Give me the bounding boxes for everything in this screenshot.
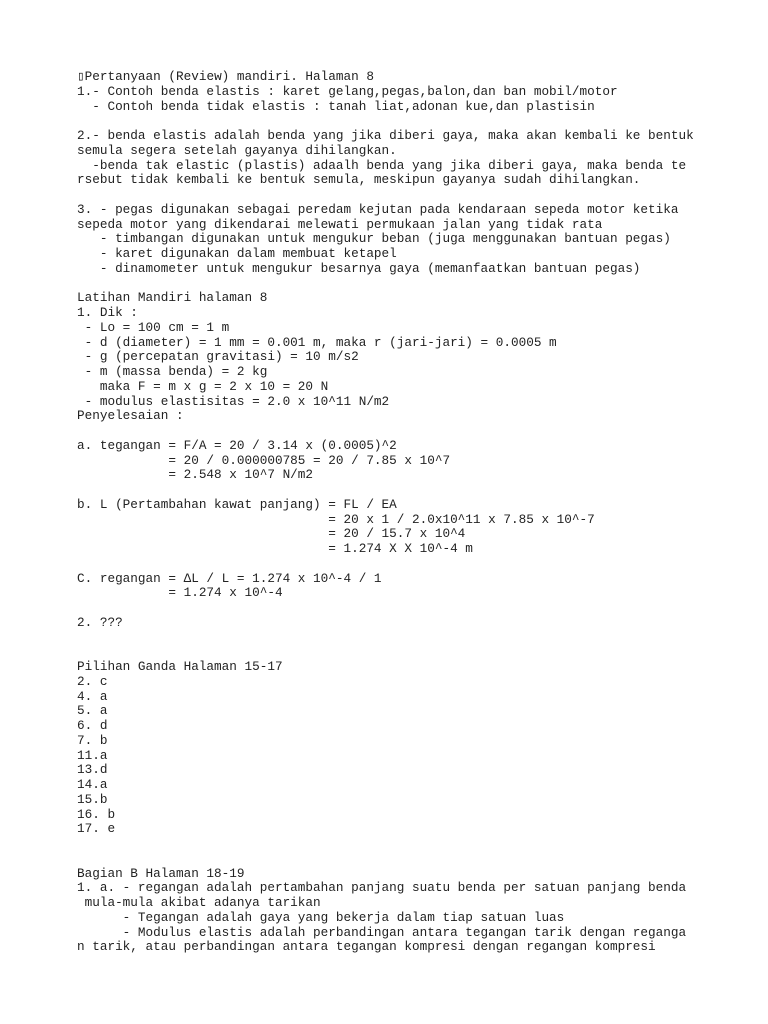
- text-line: Bagian B Halaman 18-19: [77, 865, 245, 881]
- blank-line: [77, 631, 747, 646]
- text-line: C. regangan = ΔL / L = 1.274 x 10^-4 / 1: [77, 570, 382, 586]
- text-line: 15.b: [77, 791, 108, 807]
- text-line: a. tegangan = F/A = 20 / 3.14 x (0.0005)^2: [77, 437, 397, 453]
- text-line: 3. - pegas digunakan sebagai peredam kejutan pada kendaraan sepeda motor ketika: [77, 201, 679, 217]
- text-line: = 1.274 x 10^-4: [77, 585, 283, 601]
- text-line: -benda tak elastic (plastis) adaalh benda yang jika diberi gaya, maka benda te: [77, 157, 687, 173]
- text-line: = 1.274 X X 10^-4 m: [77, 541, 473, 556]
- text-line: 11.a: [77, 747, 108, 763]
- text-line: - m (massa benda) = 2 kg: [77, 364, 268, 379]
- text-line: - modulus elastisitas = 2.0 x 10^11 N/m2: [77, 393, 390, 409]
- text-line: - Modulus elastis adalah perbandingan antara tegangan tarik dengan reganga: [77, 924, 687, 940]
- text-line: = 2.548 x 10^7 N/m2: [77, 467, 314, 483]
- text-line: - d (diameter) = 1 mm = 0.001 m, maka r (jari-jari) = 0.0005 m: [77, 334, 557, 350]
- text-line: n tarik, atau perbandingan antara tegangan kompresi dengan regangan kompresi: [77, 939, 656, 955]
- text-line: 1. Dik :: [77, 305, 138, 320]
- text-line: 14.a: [77, 777, 108, 792]
- text-line: - Contoh benda tidak elastis : tanah liat,adonan kue,dan plastisin: [77, 98, 595, 114]
- blank-line: [77, 424, 747, 439]
- text-line: 6. d: [77, 718, 108, 733]
- blank-line: [77, 645, 747, 660]
- text-line: mula-mula akibat adanya tarikan: [77, 895, 321, 910]
- text-line: Pilihan Ganda Halaman 15-17: [77, 659, 283, 674]
- text-line: Penyelesaian :: [77, 408, 184, 424]
- text-line: - Lo = 100 cm = 1 m: [77, 319, 230, 335]
- text-line: semula segera setelah gayanya dihilangkan.: [77, 142, 397, 158]
- blank-line: [77, 277, 747, 292]
- blank-line: [77, 852, 747, 867]
- text-line: 16. b: [77, 806, 116, 822]
- text-line: 4. a: [77, 688, 108, 704]
- text-line: - g (percepatan gravitasi) = 10 m/s2: [77, 349, 359, 365]
- text-line: = 20 x 1 / 2.0x10^11 x 7.85 x 10^-7: [77, 511, 595, 527]
- blank-line: [77, 188, 747, 203]
- text-line: Latihan Mandiri halaman 8: [77, 290, 268, 306]
- text-line: 1.- Contoh benda elastis : karet gelang,pegas,balon,dan ban mobil/motor: [77, 83, 618, 99]
- text-line: 2. ???: [77, 614, 123, 630]
- text-line: - dinamometer untuk mengukur besarnya gaya (memanfaatkan bantuan pegas): [77, 260, 641, 276]
- text-line: - karet digunakan dalam membuat ketapel: [77, 246, 397, 261]
- text-line: ▯Pertanyaan (Review) mandiri. Halaman 8: [77, 69, 374, 84]
- text-line: - Tegangan adalah gaya yang bekerja dalam tiap satuan luas: [77, 909, 565, 925]
- blank-line: [77, 601, 747, 616]
- text-line: 5. a: [77, 703, 108, 719]
- text-line: 17. e: [77, 821, 116, 837]
- text-line: 1. a. - regangan adalah pertambahan panjang suatu benda per satuan panjang benda: [77, 880, 687, 896]
- blank-line: [77, 483, 747, 498]
- text-line: = 20 / 0.000000785 = 20 / 7.85 x 10^7: [77, 452, 451, 468]
- text-line: 13.d: [77, 762, 108, 778]
- text-line: - timbangan digunakan untuk mengukur beban (juga menggunakan bantuan pegas): [77, 231, 671, 247]
- text-line: 2. c: [77, 673, 108, 689]
- text-line: 2.- benda elastis adalah benda yang jika diberi gaya, maka akan kembali ke bentuk: [77, 128, 694, 143]
- text-line: maka F = m x g = 2 x 10 = 20 N: [77, 378, 329, 394]
- blank-line: [77, 114, 747, 129]
- document-body: [77, 70, 747, 955]
- text-line: rsebut tidak kembali ke bentuk semula, meskipun gayanya sudah dihilangkan.: [77, 172, 641, 188]
- text-line: sepeda motor yang dikendarai melewati permukaan jalan yang tidak rata: [77, 216, 603, 232]
- text-line: 7. b: [77, 732, 108, 748]
- text-line: b. L (Pertambahan kawat panjang) = FL / EA: [77, 496, 397, 512]
- blank-line: [77, 557, 747, 572]
- blank-line: [77, 837, 747, 852]
- text-line: = 20 / 15.7 x 10^4: [77, 526, 466, 542]
